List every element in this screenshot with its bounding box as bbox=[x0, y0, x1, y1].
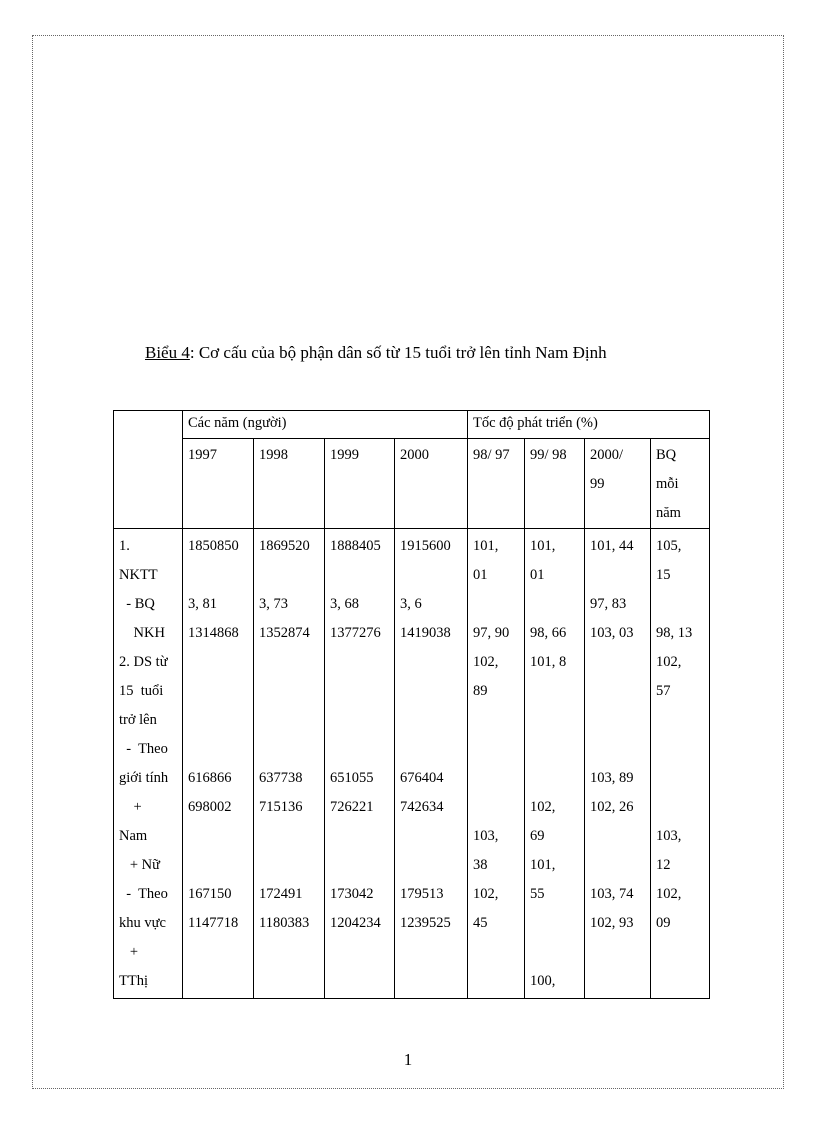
rate-2000-99-values: 101, 44 97, 83 103, 03 103, 89 102, 26 103, 74 102, 93 bbox=[585, 529, 651, 999]
rate-header: 98/ 97 bbox=[468, 439, 525, 529]
year-2000-values: 1915600 3, 6 1419038 676404 742634 179513 1239525 bbox=[395, 529, 468, 999]
caption-text: : Cơ cấu của bộ phận dân số từ 15 tuổi trở lên tỉnh Nam Định bbox=[189, 343, 607, 362]
year-1998-values: 1869520 3, 73 1352874 637738 715136 172491 1180383 bbox=[254, 529, 325, 999]
rate-header: BQ mỗi năm bbox=[651, 439, 710, 529]
rate-header: 2000/ 99 bbox=[585, 439, 651, 529]
rate-header: 99/ 98 bbox=[525, 439, 585, 529]
caption-label: Biểu 4 bbox=[145, 343, 190, 362]
rate-98-97-values: 101, 01 97, 90 102, 89 103, 38 102, 45 bbox=[468, 529, 525, 999]
row-labels-column: 1. NKTT - BQ NKH 2. DS từ 15 tuổi trở lên - Theo giới tính + Nam + Nữ - Theo khu vực + TThị bbox=[114, 529, 183, 999]
years-group-header: Các năm (người) bbox=[183, 411, 468, 439]
year-1997-values: 1850850 3, 81 1314868 616866 698002 167150 1147718 bbox=[183, 529, 254, 999]
page-number: 1 bbox=[403, 1050, 413, 1069]
year-header: 1999 bbox=[325, 439, 395, 529]
growth-rate-group-header: Tốc độ phát triển (%) bbox=[468, 411, 710, 439]
year-header: 1997 bbox=[183, 439, 254, 529]
population-structure-table bbox=[113, 410, 710, 999]
year-header: 2000 bbox=[395, 439, 468, 529]
year-header: 1998 bbox=[254, 439, 325, 529]
rate-99-98-values: 101, 01 98, 66 101, 8 102, 69 101, 55 100, bbox=[525, 529, 585, 999]
rate-average-values: 105, 15 98, 13 102, 57 103, 12 102, 09 bbox=[651, 529, 710, 999]
header-corner-cell bbox=[114, 411, 183, 529]
table-caption bbox=[145, 343, 607, 363]
year-1999-values: 1888405 3, 68 1377276 651055 726221 173042 1204234 bbox=[325, 529, 395, 999]
